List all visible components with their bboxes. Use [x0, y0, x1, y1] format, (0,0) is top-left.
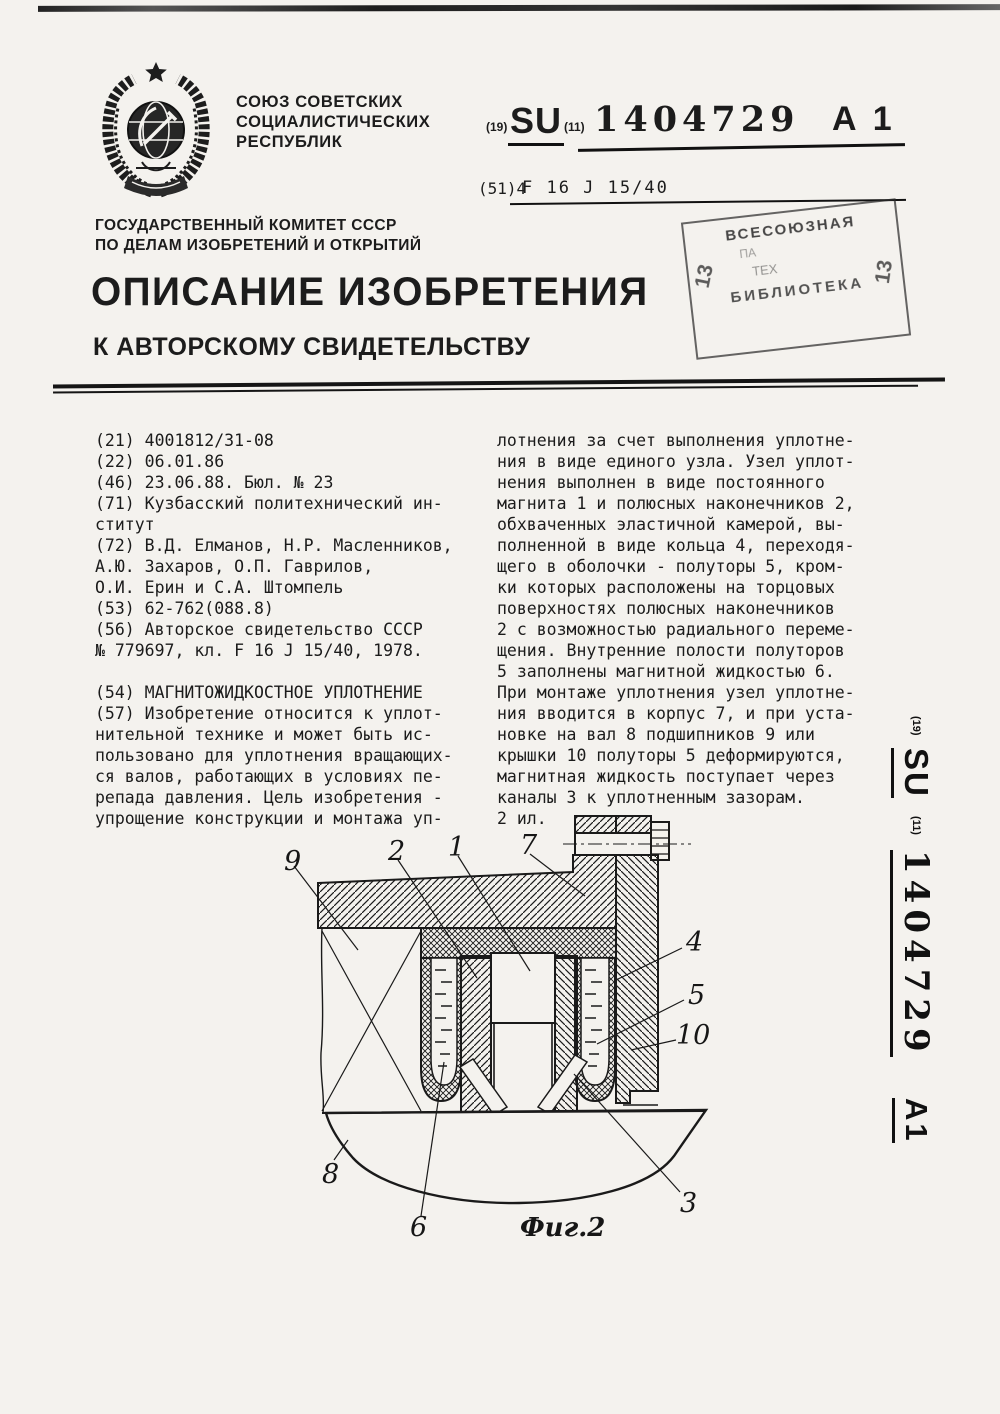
figure-2-drawing	[278, 808, 740, 1266]
figure-label: 4	[686, 927, 704, 958]
text-line: обхваченных эластичной камерой, вы-	[497, 515, 845, 534]
text-line: ния в виде единого узла. Узел уплот-	[497, 452, 855, 471]
text-line: ния вводится в корпус 7, и при уста-	[497, 704, 855, 723]
ribbon	[124, 176, 188, 196]
figure-label: 9	[284, 846, 302, 877]
figure-label: 1	[448, 832, 466, 863]
sidebar-country-code: SU	[891, 748, 935, 798]
right-column	[497, 430, 893, 829]
stamp-line: ВСЕСОЮЗНАЯ	[724, 212, 857, 245]
sidebar-kind-code: A1	[892, 1098, 934, 1144]
text-line: (53) 62-762(088.8)	[95, 599, 274, 618]
text-line: репада давления. Цель изобретения -	[95, 788, 443, 807]
text-line: упрощение конструкции и монтажа уп-	[95, 809, 443, 828]
text-line: (54) МАГНИТОЖИДКОСТНОЕ УПЛОТНЕНИЕ	[95, 683, 423, 702]
union-name	[236, 92, 430, 152]
kind-code: A 1	[832, 100, 896, 138]
sidebar-inid-19: (19)	[910, 716, 922, 736]
bearing-cross	[322, 931, 421, 1111]
text-line: поверхностях полюсных наконечников	[497, 599, 835, 618]
text-line: (72) В.Д. Елманов, Н.Р. Масленников,	[95, 536, 453, 555]
sidebar-publication-number: 1404729	[890, 850, 936, 1058]
housing-body	[318, 855, 616, 928]
ussr-emblem-icon	[92, 58, 220, 202]
scan-edge-bar	[38, 4, 1000, 12]
figure-label: 5	[688, 980, 706, 1011]
text-line: каналы 3 к уплотненным зазорам.	[497, 788, 805, 807]
library-stamp	[681, 198, 911, 360]
text-line: лотнения за счет выполнения уплотне-	[497, 431, 855, 450]
inid-51-code: (51)4	[478, 179, 527, 198]
committee-name	[95, 216, 421, 255]
inid-19-code: (19)	[486, 120, 508, 134]
document-subtitle: К АВТОРСКОМУ СВИДЕТЕЛЬСТВУ	[93, 333, 531, 361]
text-line: (22) 06.01.86	[95, 452, 225, 471]
figure-label: 7	[520, 830, 538, 861]
cover-body	[616, 855, 658, 1103]
break-line	[321, 928, 324, 1113]
figure-label: 3	[680, 1188, 698, 1219]
sidebar-inid-11: (11)	[910, 816, 922, 836]
figure-caption: Фиг.2	[520, 1213, 606, 1243]
text-line: 2 с возможностью радиального переме-	[497, 620, 855, 639]
text-line: (57) Изобретение относится к уплот-	[95, 704, 443, 723]
text-line: А.Ю. Захаров, О.П. Гаврилов,	[95, 557, 374, 576]
text-line: О.И. Ерин и С.А. Штомпель	[95, 578, 344, 597]
union-name-line: РЕСПУБЛИК	[236, 133, 343, 151]
figure-label: 2	[388, 836, 406, 867]
text-line: (56) Авторское свидетельство СССР	[95, 620, 423, 639]
figure-label: 6	[410, 1212, 428, 1243]
stamp-number-left: 13	[690, 262, 718, 290]
text-line: ся валов, работающих в условиях пе-	[95, 767, 443, 786]
text-line: (71) Кузбасский политехнический ин-	[95, 494, 443, 513]
committee-line: ГОСУДАРСТВЕННЫЙ КОМИТЕТ СССР	[95, 217, 397, 234]
ipc-class: F 16 J 15/40	[522, 178, 669, 198]
left-column	[95, 430, 487, 829]
figure-label: 10	[676, 1020, 711, 1051]
text-line: ки которых расположены на торцовых	[497, 578, 835, 597]
text-line: 2 ил.	[497, 809, 547, 828]
text-line: пользовано для уплотнения вращающих-	[95, 746, 453, 765]
stamp-line: ПА	[738, 245, 757, 262]
text-line: 5 заполнены магнитной жидкостью 6.	[497, 662, 835, 681]
union-name-line: СОЮЗ СОВЕТСКИХ	[236, 93, 403, 111]
document-title: ОПИСАНИЕ ИЗОБРЕТЕНИЯ	[91, 270, 649, 314]
number-underline	[578, 143, 905, 152]
stamp-line: ТЕХ	[751, 261, 779, 279]
inid-11-code: (11)	[564, 120, 585, 134]
star-icon	[145, 62, 167, 82]
shaft-body	[326, 1110, 706, 1203]
stamp-number-right: 13	[870, 258, 897, 286]
sidebar-publication-id	[890, 714, 936, 1143]
text-line: (21) 4001812/31-08	[95, 431, 274, 450]
text-line: ститут	[95, 515, 155, 534]
text-line: новке на вал 8 подшипников 9 или	[497, 725, 815, 744]
figure-label: 8	[322, 1159, 340, 1190]
text-line: нения выполнен в виде постоянного	[497, 473, 825, 492]
stamp-line: БИБЛИОТЕКА	[729, 274, 865, 307]
magnet	[491, 953, 555, 1023]
text-line: № 779697, кл. F 16 J 15/40, 1978.	[95, 641, 423, 660]
text-line: При монтаже уплотнения узел уплотне-	[497, 683, 855, 702]
bolt-boss	[575, 816, 651, 833]
header-rule	[53, 377, 945, 393]
text-line: щения. Внутренние полости полуторов	[497, 641, 845, 660]
text-line: крышки 10 полуторы 5 деформируются,	[497, 746, 845, 765]
text-line: нительной технике и может быть ис-	[95, 725, 433, 744]
text-line: магнита 1 и полюсных наконечников 2,	[497, 494, 855, 513]
text-line	[95, 661, 487, 682]
text-line: щего в оболочки - полуторы 5, кром-	[497, 557, 845, 576]
text-line: полненной в виде кольца 4, переходя-	[497, 536, 855, 555]
committee-line: ПО ДЕЛАМ ИЗОБРЕТЕНИЙ И ОТКРЫТИЙ	[95, 236, 422, 254]
country-code: SU	[508, 100, 564, 146]
publication-number: 1404729	[594, 99, 800, 140]
union-name-line: СОЦИАЛИСТИЧЕСКИХ	[236, 113, 431, 131]
text-line: (46) 23.06.88. Бюл. № 23	[95, 473, 334, 492]
text-line: магнитная жидкость поступает через	[497, 767, 835, 786]
